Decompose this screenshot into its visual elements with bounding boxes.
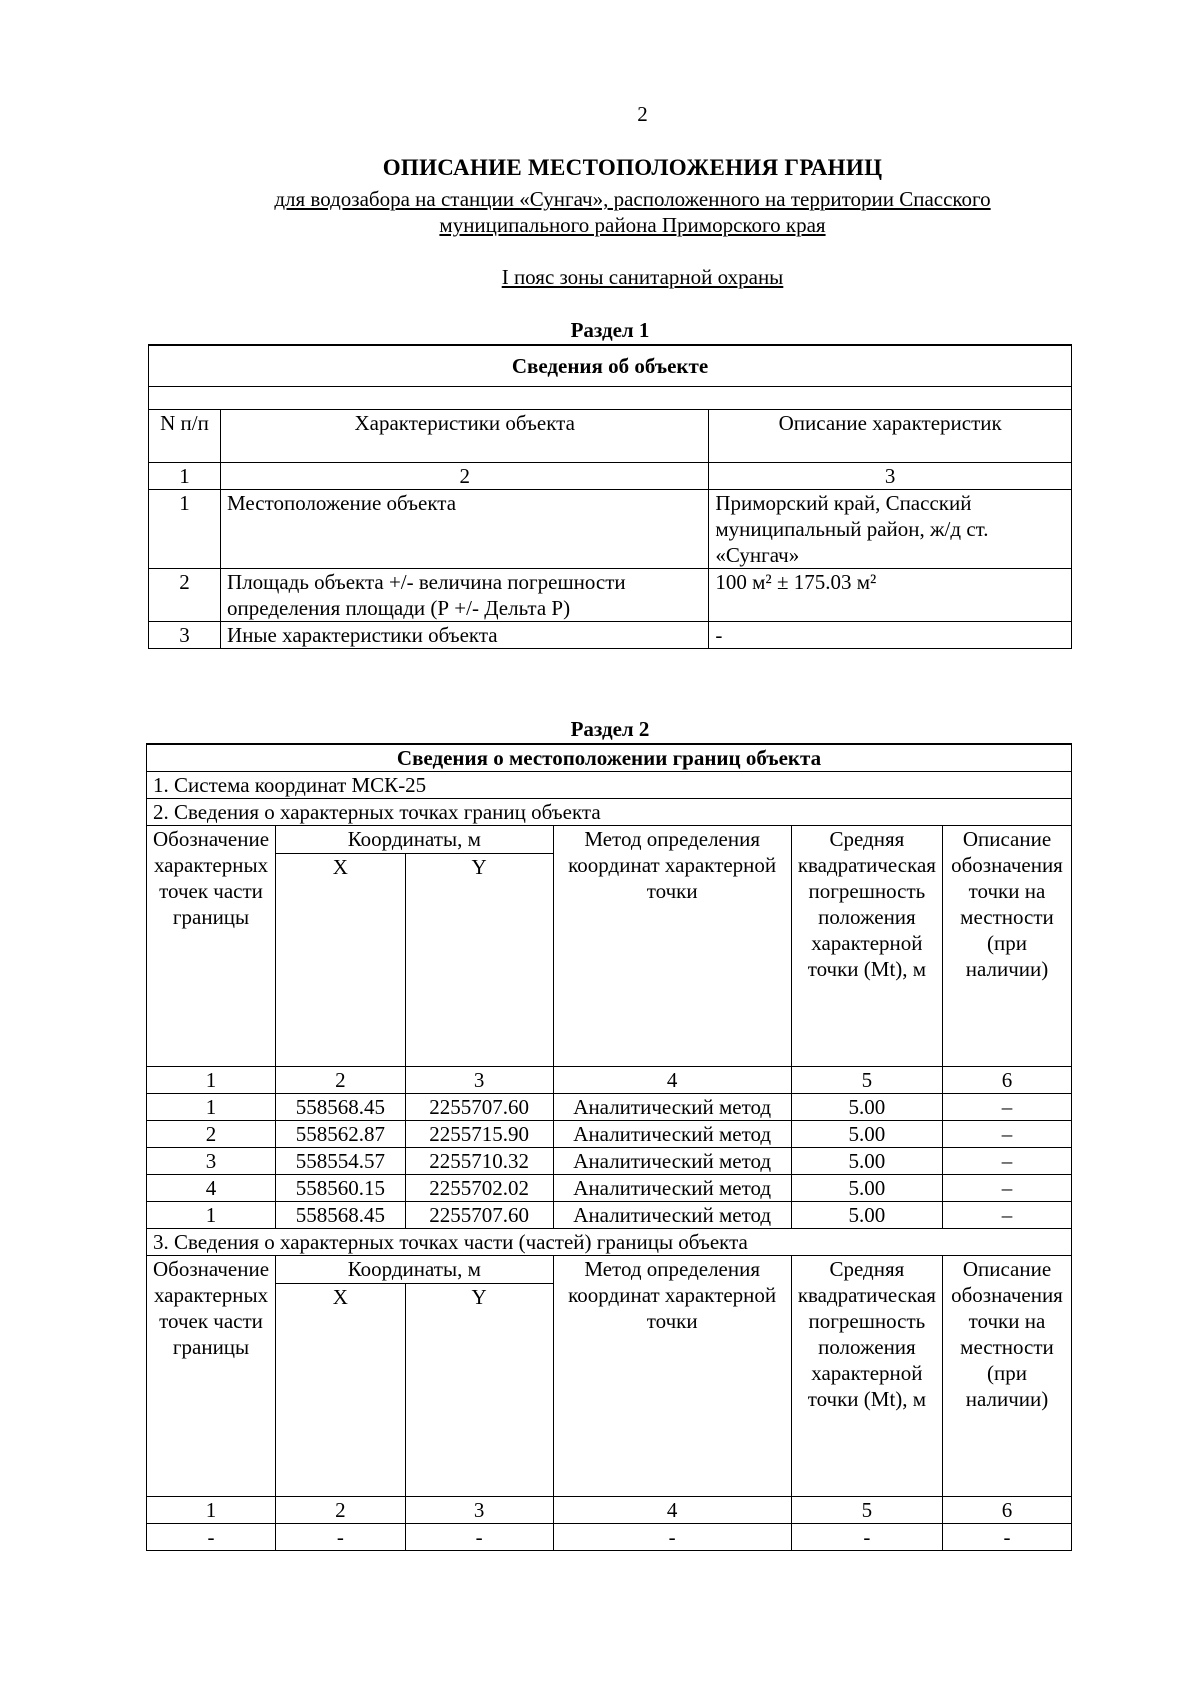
document-title: ОПИСАНИЕ МЕСТОПОЛОЖЕНИЯ ГРАНИЦ <box>382 155 883 180</box>
parts-heading: 3. Сведения о характерных точках части (частей) границы объекта <box>147 1229 1072 1256</box>
row-number: 3 <box>149 622 221 649</box>
point-x: 558554.57 <box>276 1148 406 1175</box>
spacer-row <box>149 387 1072 410</box>
point-desc: – <box>942 1094 1071 1121</box>
part-cell: - <box>147 1524 276 1551</box>
part-cell: - <box>791 1524 942 1551</box>
point-x: 558568.45 <box>276 1094 406 1121</box>
point-x: 558562.87 <box>276 1121 406 1148</box>
point-method: Аналитический метод <box>553 1148 791 1175</box>
page-number: 2 <box>637 102 648 126</box>
col-num: 3 <box>405 1067 553 1094</box>
point-method: Аналитический метод <box>553 1175 791 1202</box>
boundary-heading: Сведения о местоположении границ объекта <box>147 744 1072 772</box>
boundary-table <box>146 743 1072 1551</box>
part-cell: - <box>942 1524 1071 1551</box>
section-1-label: Раздел 1 <box>570 318 650 342</box>
point-x: 558568.45 <box>276 1202 406 1229</box>
point-desc: – <box>942 1148 1071 1175</box>
subtitle-line-1: для водозабора на станции «Сунгач», расположенного на территории Спасского <box>274 187 991 211</box>
point-y: 2255707.60 <box>405 1202 553 1229</box>
header-x: X <box>276 854 406 1067</box>
col-num: 2 <box>221 463 709 490</box>
header-y: Y <box>405 1284 553 1497</box>
header-designation: Обозначение характерных точек части границы <box>147 826 276 1067</box>
point-desc: – <box>942 1121 1071 1148</box>
column-number-row <box>147 1067 1072 1094</box>
table-row <box>147 1524 1072 1551</box>
characteristic-value: 100 м² ± 175.03 м² <box>709 569 1072 622</box>
header-y: Y <box>405 854 553 1067</box>
point-mt: 5.00 <box>791 1121 942 1148</box>
col-num: 4 <box>553 1497 791 1524</box>
object-info-table <box>148 344 1072 649</box>
header-row <box>147 826 1072 854</box>
col-num: 6 <box>942 1497 1071 1524</box>
point-mt: 5.00 <box>791 1094 942 1121</box>
col-num: 6 <box>942 1067 1071 1094</box>
point-y: 2255715.90 <box>405 1121 553 1148</box>
points-heading-row <box>147 799 1072 826</box>
row-number: 2 <box>149 569 221 622</box>
table-row <box>147 1148 1072 1175</box>
header-coords: Координаты, м <box>276 826 553 854</box>
row-number: 1 <box>149 490 221 569</box>
header-description: Описание обозначения точки на местности (при наличии) <box>942 1256 1071 1497</box>
point-method: Аналитический метод <box>553 1121 791 1148</box>
point-method: Аналитический метод <box>553 1202 791 1229</box>
point-method: Аналитический метод <box>553 1094 791 1121</box>
point-mt: 5.00 <box>791 1175 942 1202</box>
table-row <box>149 622 1072 649</box>
document-subtitle <box>0 186 1200 238</box>
characteristic-value: Приморский край, Спасский муниципальный район, ж/д ст. «Сунгач» <box>709 490 1072 569</box>
point-desc: – <box>942 1202 1071 1229</box>
point-id: 1 <box>147 1202 276 1229</box>
header-number: N п/п <box>149 410 221 463</box>
header-method: Метод определения координат характерной точки <box>553 1256 791 1497</box>
point-desc: – <box>942 1175 1071 1202</box>
point-id: 2 <box>147 1121 276 1148</box>
column-number-row <box>149 463 1072 490</box>
col-num: 1 <box>149 463 221 490</box>
coord-system: 1. Система координат МСК-25 <box>147 772 1072 799</box>
header-error: Средняя квадратическая погрешность положения характерной точки (Mt), м <box>791 826 942 1067</box>
header-row <box>149 410 1072 463</box>
characteristic-name: Площадь объекта +/- величина погрешности определения площади (Р +/- Дельта Р) <box>221 569 709 622</box>
spacer-cell <box>149 387 1072 410</box>
col-num: 2 <box>276 1067 406 1094</box>
header-description: Описание характеристик <box>709 410 1072 463</box>
table-row <box>147 1094 1072 1121</box>
characteristic-value: - <box>709 622 1072 649</box>
col-num: 1 <box>147 1067 276 1094</box>
col-num: 5 <box>791 1497 942 1524</box>
header-coords: Координаты, м <box>276 1256 553 1284</box>
boundary-heading-row <box>147 744 1072 772</box>
object-info-heading: Сведения об объекте <box>149 345 1072 387</box>
table-row <box>149 490 1072 569</box>
col-num: 4 <box>553 1067 791 1094</box>
point-mt: 5.00 <box>791 1202 942 1229</box>
header-characteristic: Характеристики объекта <box>221 410 709 463</box>
table-row <box>147 1121 1072 1148</box>
col-num: 5 <box>791 1067 942 1094</box>
points-heading: 2. Сведения о характерных точках границ объекта <box>147 799 1072 826</box>
characteristic-name: Иные характеристики объекта <box>221 622 709 649</box>
point-id: 3 <box>147 1148 276 1175</box>
zone-belt-title: I пояс зоны санитарной охраны <box>501 265 784 289</box>
point-id: 1 <box>147 1094 276 1121</box>
subtitle-line-2: муниципального района Приморского края <box>439 213 826 237</box>
part-cell: - <box>553 1524 791 1551</box>
part-cell: - <box>276 1524 406 1551</box>
part-cell: - <box>405 1524 553 1551</box>
characteristic-name: Местоположение объекта <box>221 490 709 569</box>
point-y: 2255710.32 <box>405 1148 553 1175</box>
table-heading-row <box>149 345 1072 387</box>
col-num: 3 <box>709 463 1072 490</box>
section-2-label: Раздел 2 <box>570 717 650 741</box>
table-row <box>147 1175 1072 1202</box>
col-num: 3 <box>405 1497 553 1524</box>
parts-heading-row <box>147 1229 1072 1256</box>
header-x: X <box>276 1284 406 1497</box>
col-num: 1 <box>147 1497 276 1524</box>
point-y: 2255707.60 <box>405 1094 553 1121</box>
table-row <box>147 1202 1072 1229</box>
header-description: Описание обозначения точки на местности (при наличии) <box>942 826 1071 1067</box>
point-mt: 5.00 <box>791 1148 942 1175</box>
header-error: Средняя квадратическая погрешность положения характерной точки (Mt), м <box>791 1256 942 1497</box>
column-number-row <box>147 1497 1072 1524</box>
table-row <box>149 569 1072 622</box>
coord-system-row <box>147 772 1072 799</box>
col-num: 2 <box>276 1497 406 1524</box>
header-method: Метод определения координат характерной точки <box>553 826 791 1067</box>
header-row <box>147 1256 1072 1284</box>
header-designation: Обозначение характерных точек части границы <box>147 1256 276 1497</box>
point-id: 4 <box>147 1175 276 1202</box>
point-y: 2255702.02 <box>405 1175 553 1202</box>
point-x: 558560.15 <box>276 1175 406 1202</box>
